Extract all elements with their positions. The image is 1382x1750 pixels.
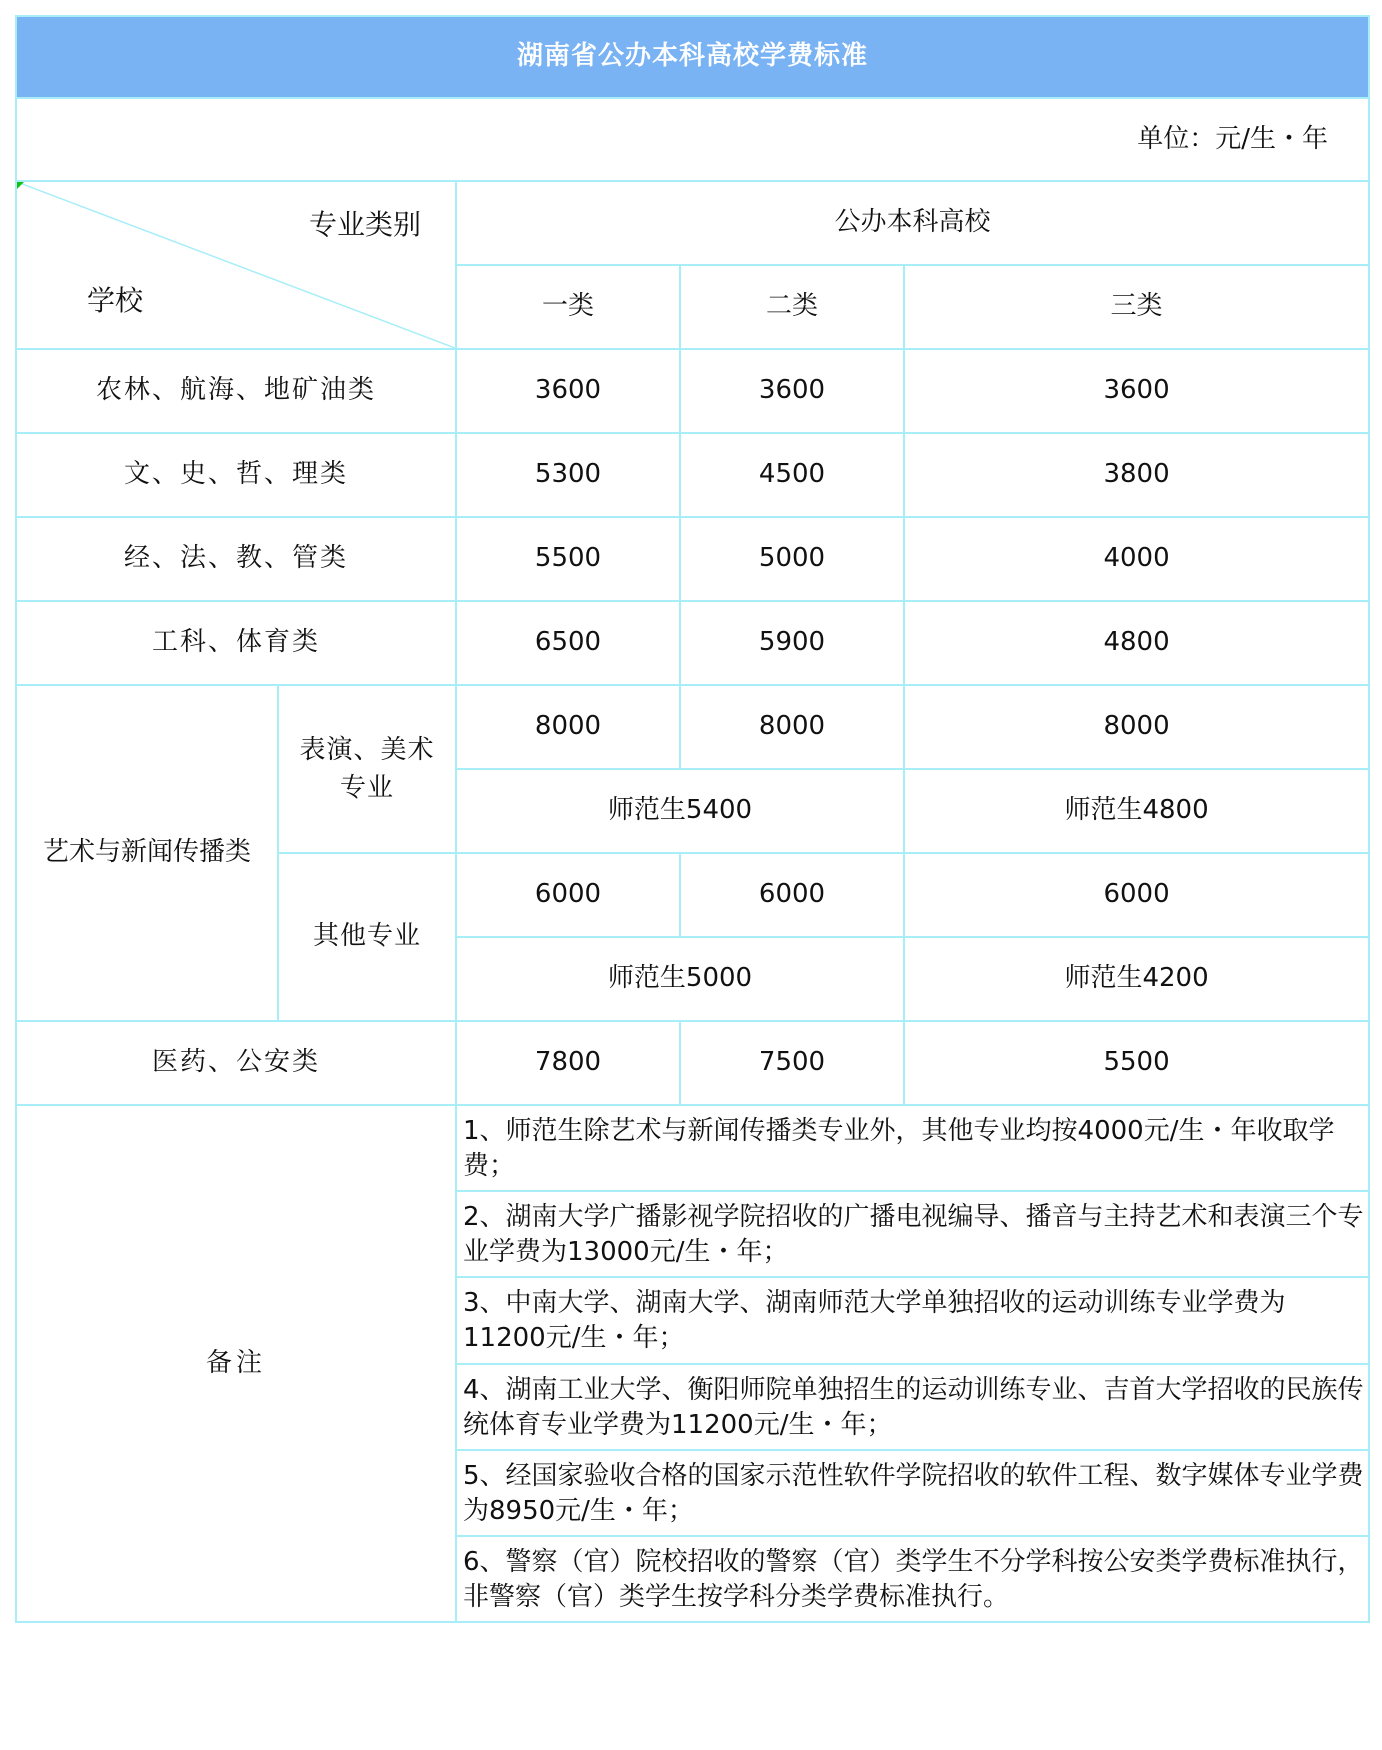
art-category-label: 艺术与新闻传播类 (16, 685, 278, 1021)
note-item: 5、经国家验收合格的国家示范性软件学院招收的软件工程、数字媒体专业学费为8950元/生・年； (456, 1450, 1369, 1536)
major-category-label: 专业类别 (309, 208, 422, 241)
fee-cell: 4000 (904, 517, 1369, 601)
fee-cell: 4800 (904, 601, 1369, 685)
normal-student-fee: 师范生5400 (456, 769, 904, 853)
fee-cell: 6000 (680, 853, 904, 937)
table-row (16, 601, 1369, 685)
diagonal-header-cell (16, 181, 456, 349)
table-row (16, 433, 1369, 517)
note-item: 6、警察（官）院校招收的警察（官）类学生不分学科按公安类学费标准执行，非警察（官）类学生按学科分类学费标准执行。 (456, 1536, 1369, 1622)
fee-cell: 8000 (904, 685, 1369, 769)
other-major-label: 其他专业 (278, 853, 456, 1021)
row-label: 医药、公安类 (16, 1021, 456, 1105)
row-label: 农林、航海、地矿油类 (16, 349, 456, 433)
group-header: 公办本科高校 (456, 181, 1369, 265)
fee-cell: 5500 (904, 1021, 1369, 1105)
table-row (16, 349, 1369, 433)
fee-cell: 5500 (456, 517, 680, 601)
note-item: 4、湖南工业大学、衡阳师院单独招生的运动训练专业、吉首大学招收的民族传统体育专业学费为11200元/生・年； (456, 1364, 1369, 1450)
unit-label: 单位：元/生・年 (16, 98, 1369, 181)
fee-cell: 5300 (456, 433, 680, 517)
table-row (16, 517, 1369, 601)
class-header-2: 二类 (680, 265, 904, 349)
fee-cell: 5900 (680, 601, 904, 685)
fee-cell: 3600 (680, 349, 904, 433)
fee-cell: 6000 (456, 853, 680, 937)
fee-table (15, 15, 1370, 1623)
note-row (16, 1105, 1369, 1191)
table-title: 湖南省公办本科高校学费标准 (16, 16, 1369, 98)
fee-cell: 6000 (904, 853, 1369, 937)
row-label: 工科、体育类 (16, 601, 456, 685)
fee-cell: 8000 (456, 685, 680, 769)
normal-student-fee: 师范生4800 (904, 769, 1369, 853)
fee-cell: 4500 (680, 433, 904, 517)
fee-cell: 7800 (456, 1021, 680, 1105)
notes-label: 备注 (16, 1105, 456, 1622)
note-item: 3、中南大学、湖南大学、湖南师范大学单独招收的运动训练专业学费为11200元/生・年； (456, 1277, 1369, 1363)
row-label: 经、法、教、管类 (16, 517, 456, 601)
note-item: 2、湖南大学广播影视学院招收的广播电视编导、播音与主持艺术和表演三个专业学费为13000元/生・年； (456, 1191, 1369, 1277)
fee-cell: 3800 (904, 433, 1369, 517)
fee-cell: 8000 (680, 685, 904, 769)
table-row (16, 685, 1369, 769)
note-item: 1、师范生除艺术与新闻传播类专业外，其他专业均按4000元/生・年收取学费； (456, 1105, 1369, 1191)
normal-student-fee: 师范生5000 (456, 937, 904, 1021)
corner-marker-icon (17, 182, 24, 189)
normal-student-fee: 师范生4200 (904, 937, 1369, 1021)
table-row (16, 1021, 1369, 1105)
class-header-1: 一类 (456, 265, 680, 349)
class-header-3: 三类 (904, 265, 1369, 349)
fee-cell: 7500 (680, 1021, 904, 1105)
fee-cell: 5000 (680, 517, 904, 601)
fee-cell: 3600 (904, 349, 1369, 433)
fee-table-container (15, 15, 1368, 1623)
fee-cell: 3600 (456, 349, 680, 433)
row-label: 文、史、哲、理类 (16, 433, 456, 517)
fee-cell: 6500 (456, 601, 680, 685)
school-label: 学校 (87, 284, 144, 317)
performance-label: 表演、美术专业 (278, 685, 456, 853)
